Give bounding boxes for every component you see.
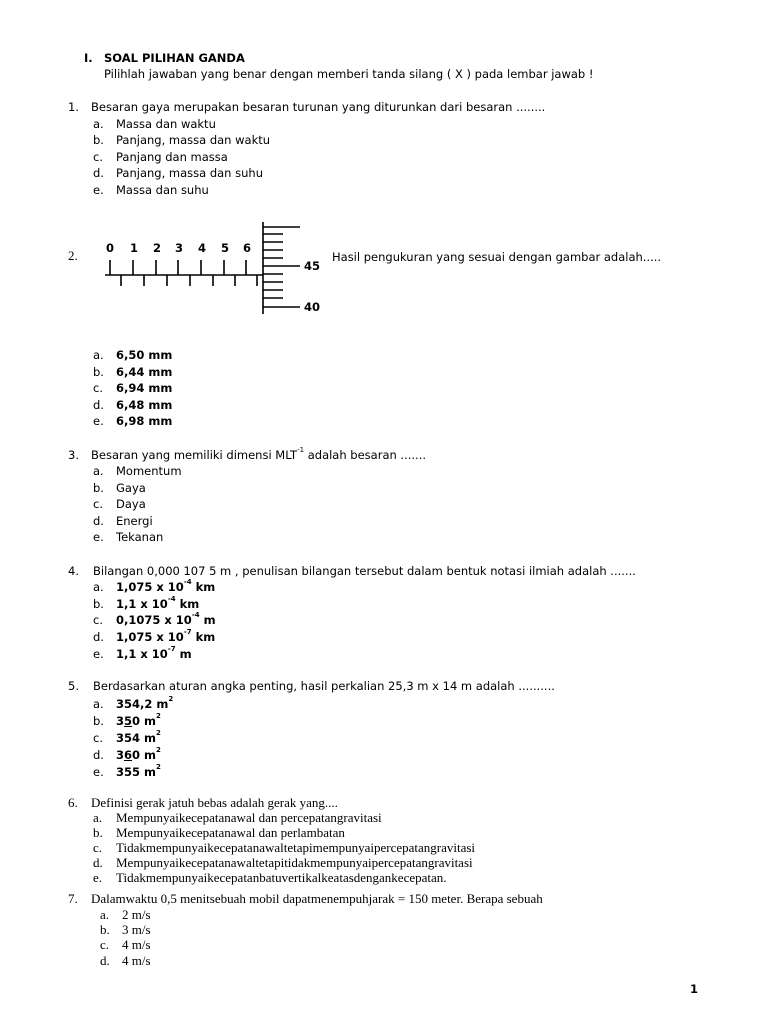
question-3-number: 3. <box>68 448 79 462</box>
q3-option-text: Momentum <box>116 464 182 478</box>
q4-option-text: 0,1075 x $10^{-4}$ m <box>116 611 216 627</box>
q2-option-letter: a. <box>93 348 104 362</box>
q3-option-letter: e. <box>93 530 104 544</box>
main-scale-label: 4 <box>198 241 207 255</box>
q6-option-letter: e. <box>93 870 103 885</box>
q1-option-text: Massa dan waktu <box>116 117 216 131</box>
thimble-scale-label: 45 <box>304 259 321 273</box>
q3-option-text: Tekanan <box>116 530 164 544</box>
q5-option-text: 354,2 $m^2$ <box>116 695 174 711</box>
q2-option-letter: c. <box>93 381 103 395</box>
section-title: SOAL PILIHAN GANDA <box>104 51 245 65</box>
thimble-ticks <box>263 227 300 307</box>
q2-option-letter: d. <box>93 398 104 412</box>
q6-option-text: Mempunyaikecepatanawal dan perlambatan <box>116 825 345 840</box>
q3-option-letter: a. <box>93 464 104 478</box>
question-3-text <box>91 448 426 462</box>
q3-option-text: Gaya <box>116 481 146 495</box>
q1-option-letter: c. <box>93 150 103 164</box>
q2-option-text: 6,44 mm <box>116 365 173 379</box>
main-scale-label: 6 <box>243 241 252 255</box>
question-1-number: 1. <box>68 100 79 114</box>
q6-option-letter: a. <box>93 810 103 825</box>
q7-option-text: 4 m/s <box>122 937 151 952</box>
q2-option-text: 6,48 mm <box>116 398 173 412</box>
q2-option-text: 6,50 mm <box>116 348 173 362</box>
q3-superscript: -1 <box>297 446 305 454</box>
q5-option-letter: d. <box>93 748 104 762</box>
q7-option-letter: b. <box>100 922 110 937</box>
thimble-scale-label: 40 <box>304 300 321 314</box>
section-number: I. <box>84 51 93 65</box>
q2-option-letter: b. <box>93 365 104 379</box>
q1-option-text: Panjang, massa dan suhu <box>116 166 263 180</box>
question-2-text: Hasil pengukuran yang sesuai dengan gambar adalah..... <box>332 250 662 264</box>
main-scale-label: 2 <box>153 241 162 255</box>
main-scale-label: 1 <box>130 241 139 255</box>
q2-option-text: 6,94 mm <box>116 381 173 395</box>
q5-option-letter: c. <box>93 731 103 745</box>
q6-option-letter: d. <box>93 855 103 870</box>
q4-option-text: 1,1 x $10^{-4}$ km <box>116 595 200 611</box>
q4-option-text: 1,1 x $10^{-7}$ m <box>116 645 192 661</box>
q4-option-letter: d. <box>93 630 104 644</box>
q7-option-text: 2 m/s <box>122 907 151 922</box>
q4-option-text: 1,075 x $10^{-4}$ km <box>116 578 216 594</box>
main-scale-label: 0 <box>106 241 115 255</box>
q2-option-text: 6,98 mm <box>116 414 173 428</box>
q1-option-text: Massa dan suhu <box>116 183 209 197</box>
question-5-number: 5. <box>68 679 79 693</box>
q5-option-text: 360 $m^2$ <box>116 746 161 762</box>
q7-option-text: 4 m/s <box>122 953 151 968</box>
q1-option-text: Panjang, massa dan waktu <box>116 133 271 147</box>
main-scale-label: 5 <box>221 241 230 255</box>
q3-option-letter: b. <box>93 481 104 495</box>
q4-option-letter: e. <box>93 647 104 661</box>
q5-option-letter: a. <box>93 697 104 711</box>
q7-option-letter: c. <box>100 937 110 952</box>
q4-option-letter: a. <box>93 580 104 594</box>
q1-option-letter: d. <box>93 166 104 180</box>
main-scale-upper-ticks <box>110 260 246 275</box>
q4-option-text: 1,075 x $10^{-7}$ km <box>116 628 216 644</box>
question-6-text: Definisi gerak jatuh bebas adalah gerak yang.... <box>91 795 338 810</box>
question-1-text: Besaran gaya merupakan besaran turunan yang diturunkan dari besaran ........ <box>91 100 546 114</box>
question-4-number: 4. <box>68 564 79 578</box>
micrometer-figure <box>100 220 330 320</box>
q3-text-after: adalah besaran ....... <box>304 448 427 462</box>
q7-option-letter: a. <box>100 907 110 922</box>
q6-option-letter: b. <box>93 825 103 840</box>
q1-option-letter: e. <box>93 183 104 197</box>
q5-option-letter: b. <box>93 714 104 728</box>
section-instruction: Pilihlah jawaban yang benar dengan memberi tanda silang ( X ) pada lembar jawab ! <box>104 67 594 81</box>
q1-option-text: Panjang dan massa <box>116 150 228 164</box>
q4-option-letter: c. <box>93 613 103 627</box>
q3-text-before: Besaran yang memiliki dimensi MLT <box>91 448 298 462</box>
q5-option-text: 355 $m^2$ <box>116 763 161 779</box>
q3-option-text: Daya <box>116 497 146 511</box>
q6-option-text: Mempunyaikecepatanawaltetapitidakmempunyaipercepatangravitasi <box>116 855 473 870</box>
q4-option-letter: b. <box>93 597 104 611</box>
question-7-text: Dalamwaktu 0,5 menitsebuah mobil dapatmenempuhjarak = 150 meter. Berapa sebuah <box>91 891 543 906</box>
question-6-number: 6. <box>68 795 78 810</box>
page-number: 1 <box>690 982 699 996</box>
q7-option-text: 3 m/s <box>122 922 151 937</box>
question-4-text: Bilangan 0,000 107 5 m , penulisan bilangan tersebut dalam bentuk notasi ilmiah adalah ....... <box>93 564 636 578</box>
q6-option-text: Tidakmempunyaikecepatanawaltetapimempunyaipercepatangravitasi <box>116 840 476 855</box>
main-scale-lower-ticks <box>121 275 257 286</box>
q6-option-text: Tidakmempunyaikecepatanbatuvertikalkeatasdengankecepatan. <box>116 870 447 885</box>
q5-option-letter: e. <box>93 765 104 779</box>
q1-option-letter: a. <box>93 117 104 131</box>
q3-option-text: Energi <box>116 514 153 528</box>
q5-option-text: 354 $m^2$ <box>116 729 161 745</box>
question-2-number: 2. <box>68 248 78 263</box>
q3-option-letter: d. <box>93 514 104 528</box>
q7-option-letter: d. <box>100 953 110 968</box>
question-5-text: Berdasarkan aturan angka penting, hasil perkalian 25,3 m x 14 m adalah .......... <box>93 679 555 693</box>
q2-option-letter: e. <box>93 414 104 428</box>
question-7-number: 7. <box>68 891 78 906</box>
q6-option-text: Mempunyaikecepatanawal dan percepatangravitasi <box>116 810 382 825</box>
q5-option-text: 350 $m^2$ <box>116 712 161 728</box>
q6-option-letter: c. <box>93 840 103 855</box>
q1-option-letter: b. <box>93 133 104 147</box>
q3-option-letter: c. <box>93 497 103 511</box>
main-scale-label: 3 <box>175 241 184 255</box>
